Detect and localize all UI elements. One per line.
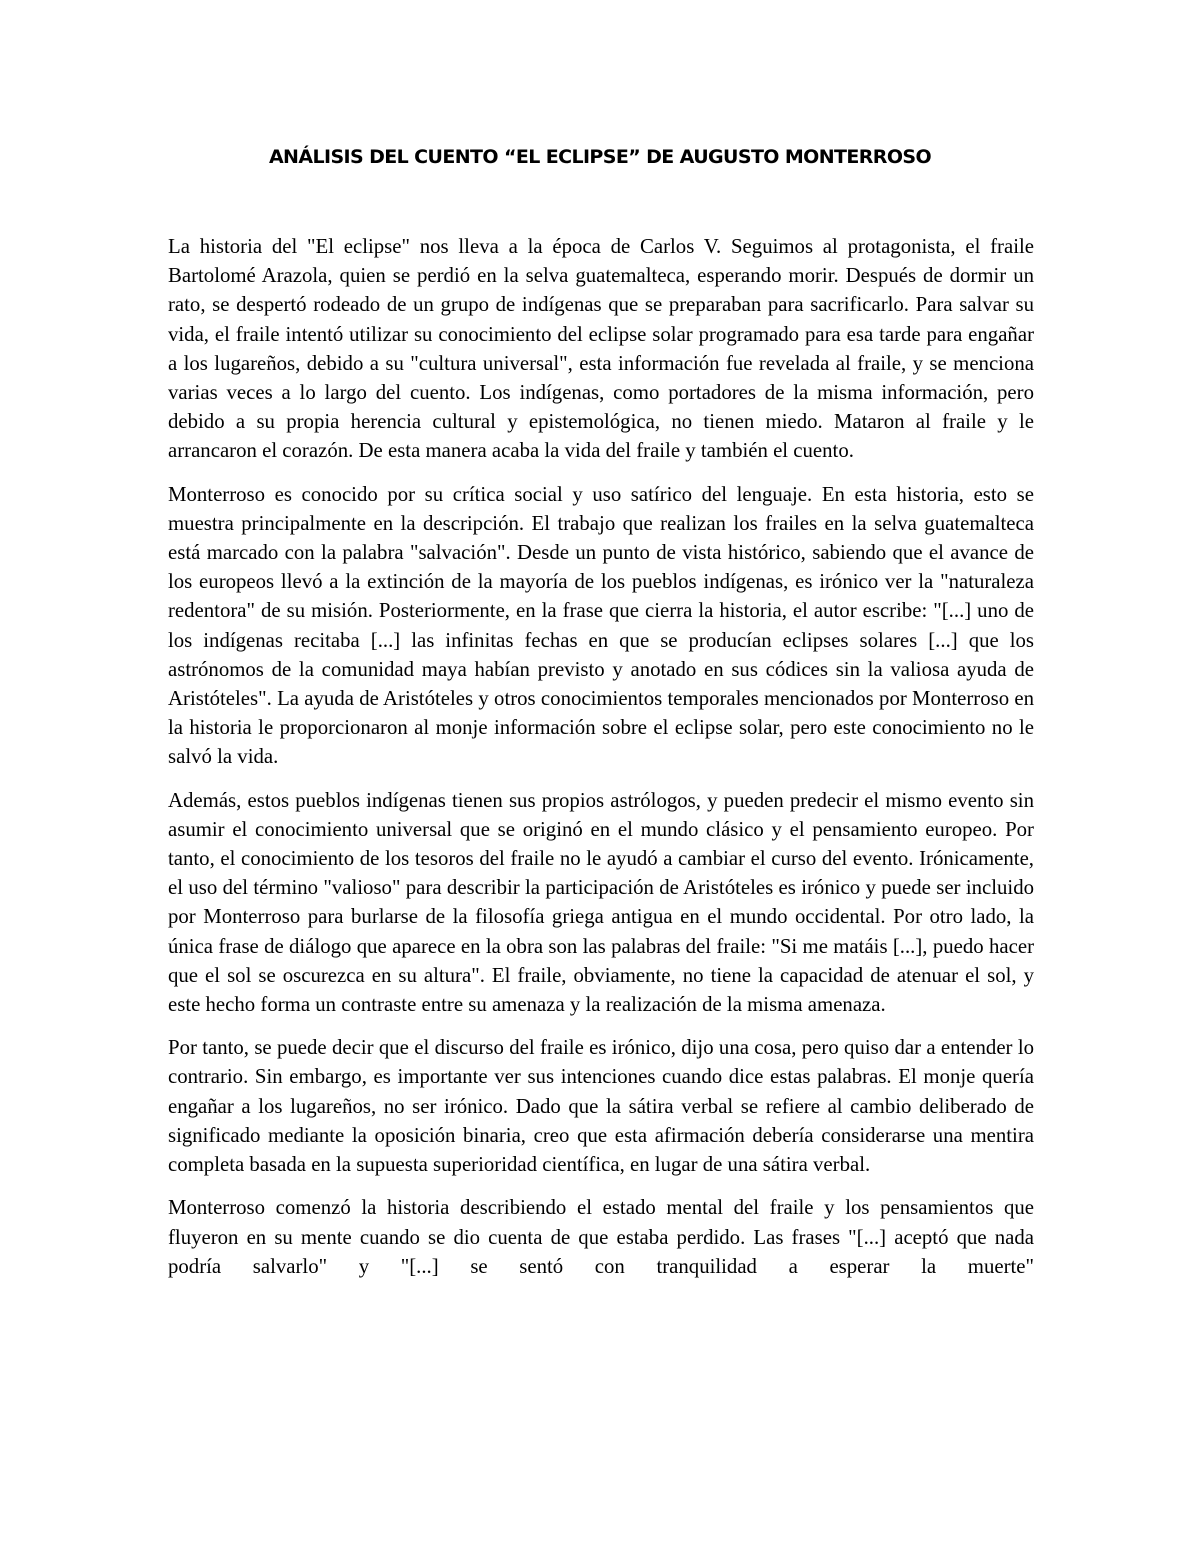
paragraph: La historia del "El eclipse" nos lleva a la época de Carlos V. Seguimos al protagonista, el fraile Bartolomé Arazola, quien se perdió en la selva guatemalteca, esperando morir. Después de dormir un rato, se despertó rodeado de un grupo de indígenas que se preparaban para sacrificarlo. Para salvar su vida, el fraile intentó utilizar su conocimiento del eclipse solar programado para esa tarde para engañar a los lugareños, debido a su "cultura universal", esta información fue revelada al fraile, y se menciona varias veces a lo largo del cuento. Los indígenas, como portadores de la misma información, pero debido a su propia herencia cultural y epistemológica, no tienen miedo. Mataron al fraile y le arrancaron el corazón. De esta manera acaba la vida del fraile y también el cuento. [168,235,1034,463]
document-title: ANÁLISIS DEL CUENTO “EL ECLIPSE” DE AUGUSTO MONTERROSO [268,146,932,168]
paragraph: Monterroso comenzó la historia describiendo el estado mental del fraile y los pensamientos que fluyeron en su mente cuando se dio cuenta de que estaba perdido. Las frases "[...] aceptó que nada podría salvarlo" y "[...] se sentó con tranquilidad a esperar la muerte" [168,1196,1034,1278]
paragraph: Monterroso es conocido por su crítica social y uso satírico del lenguaje. En esta historia, esto se muestra principalmente en la descripción. El trabajo que realizan los frailes en la selva guatemalteca está marcado con la palabra "salvación". Desde un punto de vista histórico, sabiendo que el avance de los europeos llevó a la extinción de la mayoría de los pueblos indígenas, es irónico ver la "naturaleza redentora" de su misión. Posteriormente, en la frase que cierra la historia, el autor escribe: "[...] uno de los indígenas recitaba [...] las infinitas fechas en que se producían eclipses solares [...] que los astrónomos de la comunidad maya habían previsto y anotado en sus códices sin la valiosa ayuda de Aristóteles". La ayuda de Aristóteles y otros conocimientos temporales mencionados por Monterroso en la historia le proporcionaron al monje información sobre el eclipse solar, pero este conocimiento no le salvó la vida. [168,482,1034,769]
paragraph: Por tanto, se puede decir que el discurso del fraile es irónico, dijo una cosa, pero quiso dar a entender lo contrario. Sin embargo, es importante ver sus intenciones cuando dice estas palabras. El monje quería engañar a los lugareños, no ser irónico. Dado que la sátira verbal se refiere al cambio deliberado de significado mediante la oposición binaria, creo que esta afirmación debería considerarse una mentira completa basada en la supuesta superioridad científica, en lugar de una sátira verbal. [168,1036,1034,1177]
document-body [168,232,1034,1295]
paragraph: Además, estos pueblos indígenas tienen sus propios astrólogos, y pueden predecir el mismo evento sin asumir el conocimiento universal que se originó en el mundo clásico y el pensamiento europeo. Por tanto, el conocimiento de los tesoros del fraile no le ayudó a cambiar el curso del evento. Irónicamente, el uso del término "valioso" para describir la participación de Aristóteles es irónico y puede ser incluido por Monterroso para burlarse de la filosofía griega antigua en el mundo occidental. Por otro lado, la única frase de diálogo que aparece en la obra son las palabras del fraile: "Si me matáis [...], puedo hacer que el sol se oscurezca en su altura". El fraile, obviamente, no tiene la capacidad de atenuar el sol, y este hecho forma un contraste entre su amenaza y la realización de la misma amenaza. [168,788,1034,1017]
